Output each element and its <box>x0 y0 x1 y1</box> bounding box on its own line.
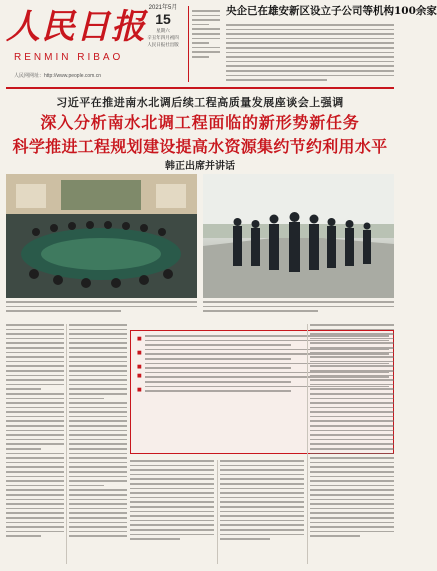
table-center <box>41 238 161 270</box>
column-divider-2 <box>217 460 218 564</box>
column-divider-1 <box>66 324 67 564</box>
meeting-room-photo[interactable] <box>6 174 197 298</box>
date-box <box>140 2 186 80</box>
newspaper-logo-english: RENMIN RIBAO <box>14 52 124 63</box>
meeting-photo-illustration <box>6 174 197 298</box>
date-year-month: 2021年5月 <box>148 5 178 11</box>
main-headline-line-2[interactable]: 科学推进工程规划建设提高水资源集约节约利用水平 <box>12 137 388 156</box>
outdoor-inspection-photo[interactable] <box>203 174 394 298</box>
wall-painting <box>61 180 141 210</box>
window-right <box>156 184 186 208</box>
date-day: 15 <box>155 11 171 27</box>
left-caption-text <box>6 301 197 315</box>
headline-kicker[interactable]: 习近平在推进南水北调后续工程高质量发展座谈会上强调 <box>56 96 344 109</box>
date-weekday: 星期六 <box>156 28 170 33</box>
window-left <box>16 184 46 208</box>
issue-info-text <box>192 10 220 61</box>
issue-info-column <box>188 6 222 82</box>
date-lunar: 辛丑年四月初四 <box>147 35 179 40</box>
right-caption-text <box>203 301 394 315</box>
publisher: 人民日报社出版 <box>147 42 179 47</box>
article-column-1 <box>6 324 64 540</box>
inspection-photo-illustration <box>203 174 394 298</box>
website-url[interactable]: 人民网网址：http://www.people.com.cn <box>14 73 101 79</box>
sub-headline[interactable]: 韩正出席并讲话 <box>165 161 235 172</box>
article-column-3 <box>130 460 214 543</box>
top-story-text <box>226 24 394 84</box>
article-column-4 <box>220 460 304 543</box>
column-divider-3 <box>307 324 308 564</box>
top-right-headline[interactable]: 央企已在雄安新区设立子公司等机构100余家 <box>226 5 437 17</box>
top-right-story <box>226 22 394 84</box>
newspaper-logo: 人民日报 <box>6 7 146 47</box>
main-headline-line-1[interactable]: 深入分析南水北调工程面临的新形势新任务 <box>40 113 360 132</box>
masthead-divider <box>6 87 394 89</box>
article-column-2 <box>69 324 127 540</box>
article-column-5 <box>310 324 394 540</box>
